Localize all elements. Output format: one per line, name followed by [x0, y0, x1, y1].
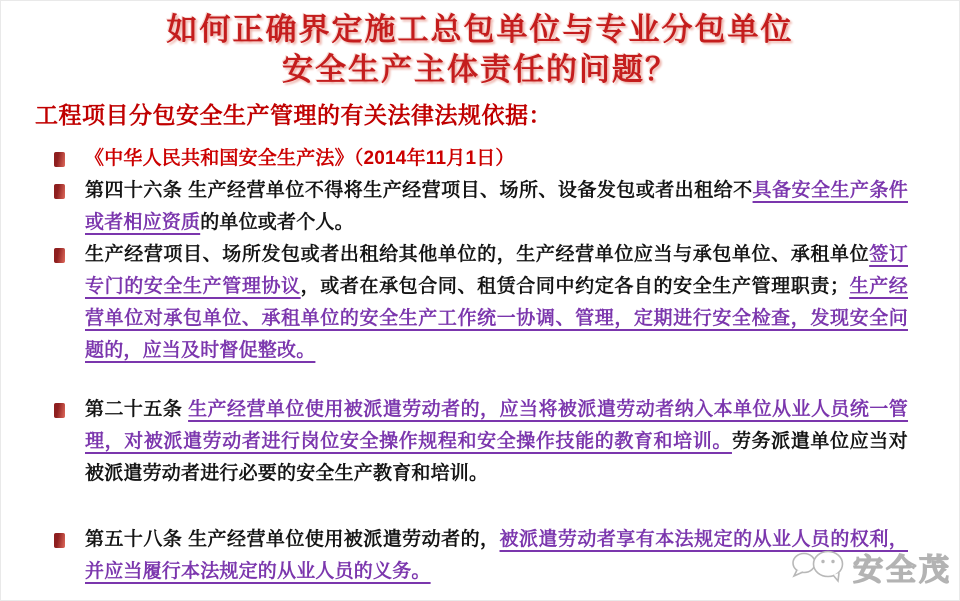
- text-segment: 的单位或者个人。: [200, 212, 354, 233]
- list-item-article-46: [52, 175, 908, 239]
- underlined-text-segment: 生产经营单位对承包单位、承租单位的安全生产工作统一协调、管理，定期进行安全检查，发现安全问题的，应当及时督促整改。: [85, 276, 909, 361]
- text-segment: ，或者在承包合同、租赁合同中约定各自的安全生产管理职责；: [300, 276, 850, 297]
- bullet-square-icon: [54, 533, 65, 548]
- bullet-square-icon: [54, 403, 65, 418]
- bullet-square-icon: [54, 152, 65, 167]
- list-item-article-25: [52, 394, 908, 490]
- text-segment: 第二十五条: [85, 399, 189, 420]
- text-segment: 劳务派遣单位应当对被派遣劳动者进行必要的安全生产教育和培训。: [85, 431, 908, 484]
- list-item-law-name: [52, 143, 908, 175]
- list-item-contracting-rules: [52, 239, 908, 367]
- text-segment: 第五十八条 生产经营单位使用被派遣劳动者的，: [85, 529, 500, 550]
- slide-title: [0, 0, 960, 90]
- list-item-article-58: [52, 524, 908, 588]
- bullet-text: [85, 524, 908, 588]
- text-segment: 《中华人民共和国安全生产法》（2014年11月1日）: [85, 148, 515, 169]
- title-line-2: 安全生产主体责任的问题？: [282, 52, 678, 87]
- bullet-text: [85, 394, 908, 490]
- bullet-square-icon: [54, 248, 65, 263]
- bullet-text: [85, 143, 908, 175]
- chat-bubbles-icon: [791, 546, 849, 589]
- watermark-text: 安全茂: [853, 554, 952, 587]
- watermark-logo: [791, 545, 952, 589]
- bullet-square-icon: [54, 184, 65, 199]
- section-heading: 工程项目分包安全生产管理的有关法律法规依据：: [35, 102, 552, 128]
- bullet-text: [85, 239, 908, 367]
- title-line-1: 如何正确界定施工总包单位与专业分包单位: [166, 12, 794, 47]
- bullet-list: [52, 143, 908, 588]
- underlined-text-segment: 具备安全生产条件或者相应资质: [85, 180, 908, 233]
- text-segment: 第四十六条 生产经营单位不得将生产经营项目、场所、设备发包或者出租给不: [85, 180, 753, 201]
- underlined-text-segment: 生产经营单位使用被派遣劳动者的，应当将被派遣劳动者纳入本单位从业人员统一管理，对被派遣劳动者进行岗位安全操作规程和安全操作技能的教育和培训。: [85, 399, 909, 452]
- bullet-text: [85, 175, 908, 239]
- text-segment: 生产经营项目、场所发包或者出租给其他单位的，生产经营单位应当与承包单位、承租单位: [85, 244, 870, 265]
- underlined-text-segment: 签订专门的安全生产管理协议: [85, 244, 908, 297]
- underlined-text-segment: 被派遣劳动者享有本法规定的从业人员的权利，并应当履行本法规定的从业人员的义务。: [85, 529, 908, 582]
